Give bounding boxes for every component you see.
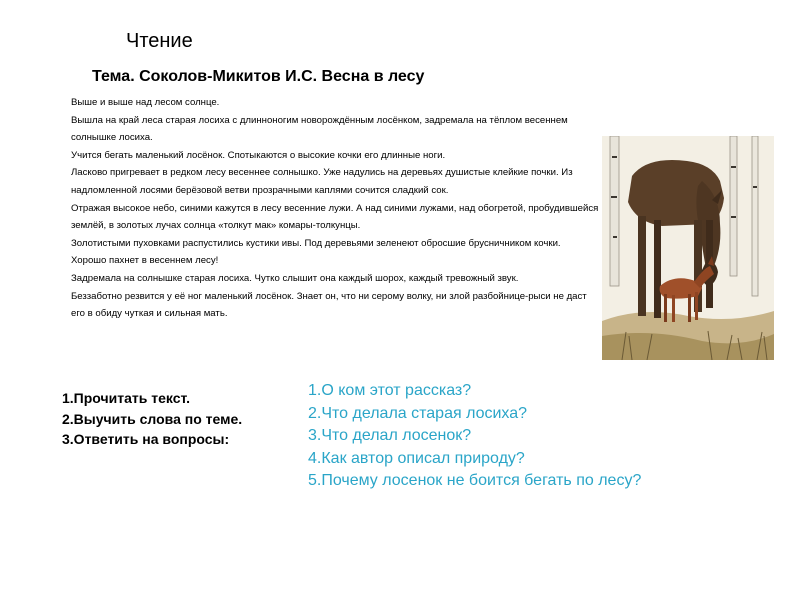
- story-paragraph: Учится бегать маленький лосёнок. Спотыкаются о высокие кочки его длинные ноги.: [71, 149, 446, 161]
- task-list: [62, 388, 242, 450]
- story-paragraph: Выше и выше над лесом солнце.: [71, 97, 220, 108]
- task-item: 2.Выучить слова по теме.: [62, 410, 243, 427]
- story-text: [71, 94, 601, 323]
- story-paragraph: Ласково пригревает в редком лесу весеннее солнышко. Уже надулись на деревьях душистые клейкие почки. Из надломленной лосями берёзовой ветви прозрачными каплями сочится сладкий сок.: [71, 167, 573, 196]
- story-paragraph: Отражая высокое небо, синими кажутся в лесу весенние лужи. А над синими лужами, над обогретой, пробудившейся землёй, в золотых лучах солнца «толкут мак» комары-толкунцы.: [71, 202, 599, 232]
- task-item: 1.Прочитать текст.: [62, 390, 190, 406]
- question-item: 5.Почему лосенок не боится бегать по лесу?: [308, 472, 642, 489]
- question-item: 1.О ком этот рассказ?: [308, 382, 472, 399]
- question-item: 4.Как автор описал природу?: [308, 449, 525, 467]
- topic-heading: Тема. Соколов-Микитов И.С. Весна в лесу: [92, 68, 425, 85]
- question-item: 3.Что делал лосенок?: [308, 427, 472, 444]
- story-paragraph: Хорошо пахнет в весеннем лесу!: [71, 255, 219, 267]
- moose-illustration: [602, 136, 774, 360]
- story-paragraph: Задремала на солнышке старая лосиха. Чутко слышит она каждый шорох, каждый тревожный звук.: [71, 272, 519, 284]
- question-item: 2.Что делала старая лосиха?: [308, 404, 528, 422]
- slide-title: Чтение: [126, 30, 193, 52]
- story-paragraph: Золотистыми пуховками распустились кустики ивы. Под деревьями зеленеют обросшие брусничником кочки.: [71, 237, 561, 249]
- story-paragraph: Вышла на край леса старая лосиха с длинноногим новорождённым лосёнком, задремала на тёплом весеннем солнышке лосиха.: [71, 114, 568, 144]
- task-item: 3.Ответить на вопросы:: [62, 431, 230, 447]
- question-list: [308, 380, 668, 493]
- story-paragraph: Беззаботно резвится у её ног маленький лосёнок. Знает он, что ни серому волку, ни злой разбойнице-рыси не даст его в обиду чуткая и сильная мать.: [71, 290, 587, 320]
